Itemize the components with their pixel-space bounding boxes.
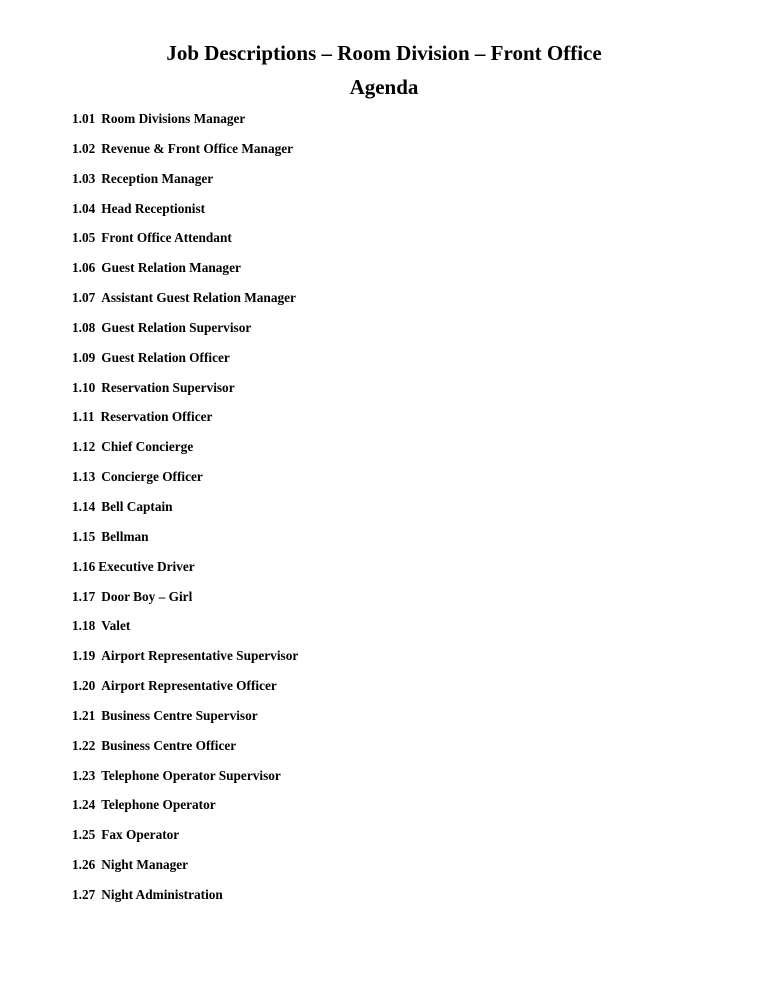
agenda-item-label: Night Manager — [101, 857, 189, 873]
agenda-item-number: 1.10 — [72, 379, 96, 395]
agenda-item-label: Reservation Supervisor — [101, 379, 235, 395]
agenda-item-label: Bellman — [101, 528, 149, 544]
agenda-item-number: 1.18 — [72, 618, 96, 634]
agenda-item — [72, 379, 298, 409]
agenda-item — [72, 259, 298, 289]
agenda-item — [72, 229, 298, 259]
agenda-item — [72, 438, 298, 468]
agenda-item-number: 1.24 — [72, 797, 96, 813]
agenda-item-label: Night Administration — [101, 886, 223, 902]
agenda-item-label: Head Receptionist — [101, 200, 206, 216]
agenda-item — [72, 826, 298, 856]
agenda-item-number: 1.23 — [72, 767, 96, 783]
agenda-item — [72, 737, 298, 767]
agenda-item-number: 1.22 — [72, 737, 96, 753]
agenda-item-number: 1.17 — [72, 588, 96, 604]
agenda-item — [72, 319, 298, 349]
agenda-item — [72, 767, 298, 797]
agenda-item — [72, 617, 298, 647]
agenda-item — [72, 468, 298, 498]
agenda-item-number: 1.27 — [72, 886, 96, 902]
agenda-item-label: Fax Operator — [101, 827, 180, 843]
agenda-item-label: Telephone Operator — [101, 797, 216, 813]
agenda-item — [72, 856, 298, 886]
agenda-item-number: 1.15 — [72, 528, 96, 544]
agenda-item — [72, 289, 298, 319]
agenda-item-label: Airport Representative Officer — [101, 678, 277, 694]
agenda-item — [72, 588, 298, 618]
agenda-item-number: 1.14 — [72, 498, 96, 514]
agenda-item-label: Front Office Attendant — [101, 230, 232, 246]
agenda-item-number: 1.05 — [72, 230, 96, 246]
agenda-item-label: Guest Relation Supervisor — [101, 319, 252, 335]
agenda-item-number: 1.02 — [72, 140, 96, 156]
agenda-item-number: 1.08 — [72, 319, 96, 335]
agenda-item-label: Business Centre Supervisor — [101, 707, 258, 723]
agenda-item-number: 1.03 — [72, 170, 96, 186]
agenda-item — [72, 707, 298, 737]
agenda-item-label: Business Centre Officer — [101, 737, 237, 753]
agenda-item-label: Executive Driver — [98, 558, 195, 574]
agenda-item-label: Bell Captain — [101, 498, 173, 514]
agenda-item — [72, 349, 298, 379]
agenda-item-number: 1.12 — [72, 439, 96, 455]
agenda-item — [72, 558, 298, 588]
agenda-item-label: Reservation Officer — [100, 409, 213, 425]
agenda-item-number: 1.06 — [72, 260, 96, 276]
agenda-item — [72, 140, 298, 170]
agenda-item — [72, 200, 298, 230]
agenda-item-number: 1.09 — [72, 349, 96, 365]
agenda-item — [72, 498, 298, 528]
agenda-item-label: Airport Representative Supervisor — [101, 648, 299, 664]
agenda-item-label: Chief Concierge — [101, 439, 194, 455]
agenda-item — [72, 170, 298, 200]
agenda-item-number: 1.21 — [72, 707, 96, 723]
agenda-item-number: 1.13 — [72, 469, 96, 485]
agenda-item-number: 1.19 — [72, 648, 96, 664]
agenda-item-number: 1.26 — [72, 857, 96, 873]
agenda-item — [72, 528, 298, 558]
agenda-item-label: Guest Relation Manager — [101, 260, 241, 276]
agenda-item — [72, 677, 298, 707]
agenda-item — [72, 886, 298, 916]
agenda-item — [72, 408, 298, 438]
agenda-item-number: 1.01 — [72, 111, 96, 126]
agenda-item-number: 1.11 — [72, 409, 95, 425]
agenda-item-label: Assistant Guest Relation Manager — [101, 290, 296, 306]
agenda-item-number: 1.16 — [72, 558, 96, 574]
document-subtitle: Agenda — [349, 75, 419, 99]
agenda-item-number: 1.04 — [72, 200, 96, 216]
agenda-list — [72, 110, 298, 916]
agenda-item-number: 1.25 — [72, 827, 96, 843]
agenda-item-label: Door Boy – Girl — [101, 588, 193, 604]
agenda-item-label: Concierge Officer — [101, 469, 203, 485]
agenda-item-label: Room Divisions Manager — [101, 111, 246, 126]
agenda-item-label: Reception Manager — [101, 170, 214, 186]
agenda-item — [72, 110, 298, 140]
agenda-item-number: 1.07 — [72, 290, 96, 306]
agenda-item-label: Valet — [101, 618, 131, 634]
agenda-item — [72, 796, 298, 826]
document-title: Job Descriptions – Room Division – Front Office — [166, 41, 602, 65]
agenda-item-label: Revenue & Front Office Manager — [101, 140, 294, 156]
agenda-item-label: Guest Relation Officer — [101, 349, 230, 365]
agenda-item-number: 1.20 — [72, 678, 96, 694]
agenda-item — [72, 647, 298, 677]
agenda-item-label: Telephone Operator Supervisor — [101, 767, 281, 783]
